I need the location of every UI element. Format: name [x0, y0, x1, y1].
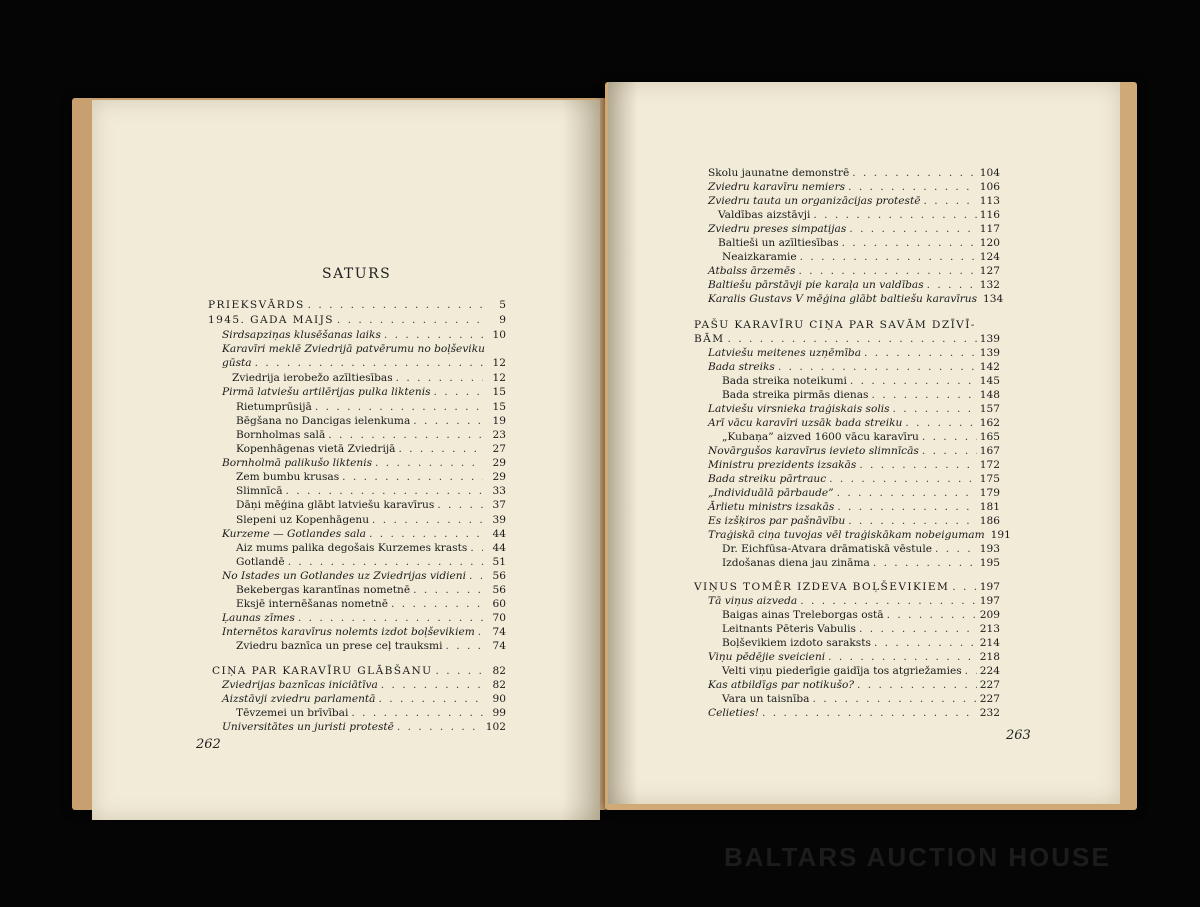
- dot-leader: [342, 470, 483, 484]
- toc-entry: [708, 458, 1000, 472]
- toc-entry-title: Latviešu virsnieka traģiskais solis: [708, 403, 890, 415]
- toc-entry-title: Universitātes un juristi protestē: [222, 721, 394, 733]
- toc-entry: [222, 611, 506, 625]
- toc-entry-title: Valdības aizstāvji: [718, 209, 811, 221]
- toc-entry-title: Bēgšana no Dancigas ielenkuma: [236, 415, 411, 427]
- toc-entry-page: 56: [492, 570, 506, 582]
- toc-entry-page: 181: [979, 501, 1000, 513]
- toc-entry-title: Tēvzemei un brīvībai: [236, 707, 349, 719]
- toc-entry: [722, 542, 1000, 556]
- toc-entry-title: Aizstāvji zviedru parlamentā: [222, 693, 376, 705]
- toc-entry-page: 117: [979, 223, 1000, 235]
- toc-entry: [236, 583, 506, 597]
- toc-entry: [236, 597, 506, 611]
- toc-entry-page: 224: [979, 665, 1000, 677]
- toc-entry-page: 157: [979, 403, 1000, 415]
- dot-leader: [298, 611, 483, 625]
- dot-leader: [413, 583, 483, 597]
- dot-leader: [381, 678, 483, 692]
- toc-entry: [708, 222, 1000, 236]
- toc-entry-page: 33: [492, 485, 506, 497]
- toc-entry-page: 39: [492, 514, 506, 526]
- dot-leader: [398, 442, 483, 456]
- toc-entry-title: PRIEKSVĀRDS: [208, 299, 305, 311]
- toc-entry-title: Bornholmas salā: [236, 429, 326, 441]
- toc-entry-page: 232: [979, 707, 1000, 719]
- toc-entry-page: 44: [492, 542, 506, 554]
- toc-entry-title: Baltiešu pārstāvji pie karaļa un valdības: [708, 279, 924, 291]
- toc-entry: [718, 208, 1000, 222]
- toc-entry: [722, 608, 1000, 622]
- toc-entry: [708, 472, 1000, 486]
- toc-entry-page: 106: [979, 181, 1000, 193]
- dot-leader: [874, 636, 977, 650]
- toc-entry-title: Bekebergas karantīnas nometnē: [236, 584, 411, 596]
- toc-entry: [236, 513, 506, 527]
- toc-entry-title: Bornholmā palikušo liktenis: [222, 457, 373, 469]
- toc-entry-title: Slimnīcā: [236, 485, 283, 497]
- dot-leader: [445, 639, 483, 653]
- toc-entry-title: Dr. Eichfūsa-Atvara drāmatiskā vēstule: [722, 543, 932, 555]
- toc-entry-page: 142: [979, 361, 1000, 373]
- toc-entry-page: 74: [492, 640, 506, 652]
- dot-leader: [397, 720, 483, 734]
- toc-entry-page: 74: [492, 626, 506, 638]
- dot-leader: [828, 650, 977, 664]
- toc-entry: [708, 500, 1000, 514]
- toc-entry-page: 37: [492, 499, 506, 511]
- toc-entry-title: Slepeni uz Kopenhāgenu: [236, 514, 370, 526]
- toc-entry: [722, 430, 1000, 444]
- toc-entry: [722, 556, 1000, 570]
- toc-entry-page: 127: [979, 265, 1000, 277]
- dot-leader: [837, 486, 977, 500]
- toc-entry-title: Zviedru preses simpatijas: [708, 223, 847, 235]
- toc-entry: [694, 332, 1000, 346]
- dot-leader: [337, 313, 483, 327]
- dot-leader: [351, 706, 483, 720]
- dot-leader: [375, 456, 483, 470]
- dot-leader: [288, 555, 483, 569]
- toc-entry: [232, 371, 506, 385]
- dot-leader: [850, 374, 977, 388]
- toc-entry: [236, 639, 506, 653]
- toc-entry: [222, 456, 506, 470]
- dot-leader: [935, 542, 977, 556]
- right-page: [608, 82, 1120, 804]
- toc-entry: [708, 678, 1000, 692]
- dot-leader: [887, 608, 977, 622]
- dot-leader: [812, 692, 976, 706]
- page-number-right: 263: [1006, 728, 1031, 743]
- dot-leader: [470, 541, 483, 555]
- toc-entry-title: Bada streika pirmās dienas: [722, 389, 869, 401]
- dot-leader: [965, 664, 977, 678]
- dot-leader: [813, 208, 976, 222]
- toc-entry-title: Ministru prezidents izsakās: [708, 459, 857, 471]
- toc-entry: [212, 664, 506, 678]
- dot-leader: [434, 385, 483, 399]
- dot-leader: [922, 444, 977, 458]
- toc-entry: [708, 416, 1000, 430]
- toc-entry-title: Eksjē internēšanas nometnē: [236, 598, 388, 610]
- toc-entry: [208, 313, 506, 327]
- toc-entry-title: Tā viņus aizveda: [708, 595, 798, 607]
- dot-leader: [864, 346, 977, 360]
- toc-entry-title: 1945. GADA MAIJS: [208, 314, 334, 326]
- toc-entry-title: Baigas ainas Treleborgas ostā: [722, 609, 884, 621]
- toc-entry-title: Atbalss ārzemēs: [708, 265, 796, 277]
- toc-entry: [694, 318, 1000, 332]
- dot-leader: [437, 498, 483, 512]
- toc-entry-page: 12: [492, 372, 506, 384]
- toc-entry-title: Arī vācu karavīri uzsāk bada streiku: [708, 417, 903, 429]
- toc-entry-title: Zviedru karavīru nemiers: [708, 181, 846, 193]
- toc-entry-title: Zviedrija ierobežo azīltiesības: [232, 372, 393, 384]
- dot-leader: [384, 328, 483, 342]
- toc-entry-page: 214: [979, 637, 1000, 649]
- toc-entry: [708, 264, 1000, 278]
- toc-entry-page: 186: [979, 515, 1000, 527]
- toc-entry-title: Kurzeme — Gotlandes sala: [222, 528, 366, 540]
- toc-entry: [722, 622, 1000, 636]
- dot-leader: [800, 594, 977, 608]
- dot-leader: [842, 236, 977, 250]
- toc-entry-title: gūsta: [222, 357, 252, 369]
- toc-entry-page: 113: [979, 195, 1000, 207]
- toc-entry-title: Bada streiks: [708, 361, 775, 373]
- toc-entry-title: Leitnants Pēteris Vabulis: [722, 623, 856, 635]
- toc-entry-title: „Individuālā pārbaude”: [708, 487, 834, 499]
- toc-entry: [222, 678, 506, 692]
- dot-leader: [255, 356, 483, 370]
- toc-entry-page: 70: [492, 612, 506, 624]
- toc-entry-page: 197: [979, 595, 1000, 607]
- toc-entry: [708, 166, 1000, 180]
- toc-entry-page: 82: [492, 679, 506, 691]
- watermark: BALTARS AUCTION HOUSE: [724, 842, 1111, 872]
- toc-entry: [708, 594, 1000, 608]
- toc-entry-title: Aiz mums palika degošais Kurzemes krasts: [236, 542, 468, 554]
- dot-leader: [922, 430, 977, 444]
- toc-entry-page: 44: [492, 528, 506, 540]
- toc-entry-title: Velti viņu piederīgie gaidīja tos atgriežamies: [722, 665, 962, 677]
- dot-leader: [872, 388, 977, 402]
- dot-leader: [848, 180, 977, 194]
- dot-leader: [478, 625, 483, 639]
- toc-entry-page: 12: [492, 357, 506, 369]
- toc-entry-title: „Kubaņa” aizved 1600 vācu karavīru: [722, 431, 919, 443]
- toc-entry-page: 197: [979, 581, 1000, 593]
- toc-entry-page: 15: [492, 401, 506, 413]
- toc-entry-page: 145: [979, 375, 1000, 387]
- dot-leader: [413, 414, 483, 428]
- dot-leader: [849, 222, 976, 236]
- toc-entry-title: No Istades un Gotlandes uz Zviedrijas vidieni: [222, 570, 466, 582]
- toc-entry-title: Vara un taisnība: [722, 693, 810, 705]
- left-page: [92, 100, 600, 820]
- dot-leader: [396, 371, 483, 385]
- dot-leader: [469, 569, 483, 583]
- toc-entry: [236, 541, 506, 555]
- toc-entry-page: 139: [979, 347, 1000, 359]
- toc-entry-title: Sirdsapziņas klusēšanas laiks: [222, 329, 381, 341]
- toc-entry-page: 175: [979, 473, 1000, 485]
- dot-leader: [328, 428, 483, 442]
- toc-entry-page: 82: [492, 665, 506, 677]
- toc-entry-page: 23: [492, 429, 506, 441]
- toc-entry: [708, 706, 1000, 720]
- toc-heading: SATURS: [322, 266, 392, 282]
- dot-leader: [798, 264, 976, 278]
- toc-entry-page: 179: [979, 487, 1000, 499]
- toc-entry-page: 5: [499, 299, 506, 311]
- toc-entry-title: Novārgušos karavīrus ievieto slimnīcās: [708, 445, 919, 457]
- dot-leader: [859, 622, 977, 636]
- toc-entry-page: 227: [979, 693, 1000, 705]
- toc-entry: [708, 346, 1000, 360]
- dot-leader: [857, 678, 977, 692]
- toc-entry: [222, 356, 506, 370]
- dot-leader: [800, 250, 977, 264]
- toc-entry: [708, 486, 1000, 500]
- toc-entry: [722, 374, 1000, 388]
- toc-entry-page: 29: [492, 457, 506, 469]
- toc-entry-title: Karalis Gustavs V mēģina glābt baltiešu karavīrus: [708, 293, 978, 305]
- toc-entry-page: 60: [492, 598, 506, 610]
- toc-entry: [722, 250, 1000, 264]
- dot-leader: [852, 166, 977, 180]
- dot-leader: [848, 514, 977, 528]
- toc-entry-title: Zviedru baznīca un prese ceļ trauksmi: [236, 640, 443, 652]
- toc-entry-page: 56: [492, 584, 506, 596]
- dot-leader: [859, 458, 976, 472]
- toc-entry-page: 139: [979, 333, 1000, 345]
- toc-entry-page: 167: [979, 445, 1000, 457]
- toc-entry: [722, 664, 1000, 678]
- toc-entry: [236, 400, 506, 414]
- dot-leader: [379, 692, 484, 706]
- toc-entry-title: Pirmā latviešu artilērijas pulka liktenis: [222, 386, 431, 398]
- toc-entry: [722, 692, 1000, 706]
- toc-entry-page: 172: [979, 459, 1000, 471]
- toc-entry-page: 102: [485, 721, 506, 733]
- toc-entry: [708, 402, 1000, 416]
- toc-entry: [718, 236, 1000, 250]
- toc-entry-title: Dāņi mēģina glābt latviešu karavīrus: [236, 499, 435, 511]
- toc-entry: [708, 514, 1000, 528]
- toc-entry: [708, 528, 1011, 542]
- toc-entry: [222, 569, 506, 583]
- toc-entry-title: Kas atbildīgs par notikušo?: [708, 679, 855, 691]
- toc-entry-page: 148: [979, 389, 1000, 401]
- toc-entry-title: Viņu pēdējie sveicieni: [708, 651, 826, 663]
- dot-leader: [286, 484, 483, 498]
- dot-leader: [436, 664, 483, 678]
- toc-entry: [708, 180, 1000, 194]
- dot-leader: [952, 580, 977, 594]
- toc-entry: [222, 625, 506, 639]
- toc-entry-title: Skolu jaunatne demonstrē: [708, 167, 850, 179]
- toc-entry-title: Ļaunas zīmes: [222, 612, 295, 624]
- toc-entry-page: 10: [492, 329, 506, 341]
- toc-entry: [708, 278, 1000, 292]
- toc-entry: [236, 428, 506, 442]
- toc-entry-title: BĀM: [694, 333, 725, 345]
- toc-entry-page: 90: [492, 693, 506, 705]
- dot-leader: [893, 402, 977, 416]
- toc-entry-title: VIŅUS TOMĒR IZDEVA BOĻŠEVIKIEM: [694, 581, 950, 593]
- toc-entry: [708, 650, 1000, 664]
- dot-leader: [905, 416, 976, 430]
- toc-entry: [708, 360, 1000, 374]
- dot-leader: [308, 298, 483, 312]
- toc-entry-page: 19: [492, 415, 506, 427]
- toc-entry-title: Celieties!: [708, 707, 760, 719]
- toc-entry-title: Neaizkaramie: [722, 251, 797, 263]
- toc-entry-title: Bada streiku pārtrauc: [708, 473, 827, 485]
- toc-entry-title: Zviedrijas baznīcas iniciātīva: [222, 679, 378, 691]
- toc-entry-title: Karavīri meklē Zviedrijā patvērumu no boļševiku: [222, 343, 485, 355]
- dot-leader: [873, 556, 977, 570]
- toc-entry-page: 218: [979, 651, 1000, 663]
- toc-entry-page: 99: [492, 707, 506, 719]
- toc-entry-page: 51: [492, 556, 506, 568]
- toc-entry-title: PAŠU KARAVĪRU CIŅA PAR SAVĀM DZĪVĪ-: [694, 319, 976, 331]
- toc-entry: [694, 580, 1000, 594]
- dot-leader: [315, 400, 483, 414]
- toc-entry-page: 165: [979, 431, 1000, 443]
- toc-entry-page: 29: [492, 471, 506, 483]
- toc-entry-page: 209: [979, 609, 1000, 621]
- toc-entry-title: Internētos karavīrus nolemts izdot boļševikiem: [222, 626, 475, 638]
- toc-entry: [236, 498, 506, 512]
- toc-entry: [722, 636, 1000, 650]
- toc-entry: [222, 692, 506, 706]
- toc-entry: [708, 292, 1004, 306]
- toc-entry-page: 191: [990, 529, 1011, 541]
- toc-entry-title: Kopenhāgenas vietā Zviedrijā: [236, 443, 396, 455]
- toc-entry-page: 195: [979, 557, 1000, 569]
- toc-entry-title: Latviešu meitenes uzņēmība: [708, 347, 862, 359]
- toc-entry-page: 124: [979, 251, 1000, 263]
- dot-leader: [923, 194, 976, 208]
- toc-entry-title: CIŅA PAR KARAVĪRU GLĀBŠANU: [212, 665, 433, 677]
- toc-entry-page: 213: [979, 623, 1000, 635]
- toc-entry-page: 104: [979, 167, 1000, 179]
- dot-leader: [727, 332, 976, 346]
- dot-leader: [837, 500, 976, 514]
- toc-entry: [222, 328, 506, 342]
- toc-entry: [236, 442, 506, 456]
- page-number-left: 262: [196, 737, 221, 752]
- toc-entry-page: 132: [979, 279, 1000, 291]
- dot-leader: [369, 527, 483, 541]
- toc-entry-page: 116: [979, 209, 1000, 221]
- toc-entry-page: 27: [492, 443, 506, 455]
- toc-entry-title: Baltieši un azīltiesības: [718, 237, 839, 249]
- toc-entry-title: Ārlietu ministrs izsakās: [708, 501, 835, 513]
- toc-entry-title: Gotlandē: [236, 556, 285, 568]
- toc-entry-page: 120: [979, 237, 1000, 249]
- toc-entry-title: Zem bumbu krusas: [236, 471, 340, 483]
- toc-entry: [236, 484, 506, 498]
- dot-leader: [372, 513, 483, 527]
- dot-leader: [391, 597, 483, 611]
- dot-leader: [829, 472, 977, 486]
- toc-entry-title: Rietumprūsijā: [236, 401, 312, 413]
- toc-entry-title: Traģiskā ciņa tuvojas vēl traģiskākam nobeigumam: [708, 529, 985, 541]
- toc-entry: [222, 342, 506, 356]
- toc-entry-page: 9: [499, 314, 506, 326]
- toc-entry: [222, 385, 506, 399]
- toc-entry: [222, 527, 506, 541]
- toc-entry: [208, 298, 506, 312]
- toc-entry: [722, 388, 1000, 402]
- toc-entry-title: Izdošanas diena jau zināma: [722, 557, 870, 569]
- toc-entry: [236, 555, 506, 569]
- toc-entry-page: 162: [979, 417, 1000, 429]
- toc-entry: [708, 444, 1000, 458]
- toc-entry: [236, 414, 506, 428]
- dot-leader: [762, 706, 977, 720]
- dot-leader: [778, 360, 977, 374]
- toc-entry-title: Zviedru tauta un organizācijas protestē: [708, 195, 921, 207]
- toc-entry-title: Bada streika noteikumi: [722, 375, 847, 387]
- toc-entry-page: 193: [979, 543, 1000, 555]
- toc-entry: [236, 706, 506, 720]
- toc-entry-title: Boļševikiem izdoto saraksts: [722, 637, 871, 649]
- toc-entry: [222, 720, 506, 734]
- toc-entry-page: 134: [983, 293, 1004, 305]
- toc-entry: [236, 470, 506, 484]
- toc-entry: [708, 194, 1000, 208]
- toc-entry-title: Es izšķiros par pašnāvību: [708, 515, 846, 527]
- toc-entry-page: 227: [979, 679, 1000, 691]
- toc-entry-page: 15: [492, 386, 506, 398]
- dot-leader: [927, 278, 977, 292]
